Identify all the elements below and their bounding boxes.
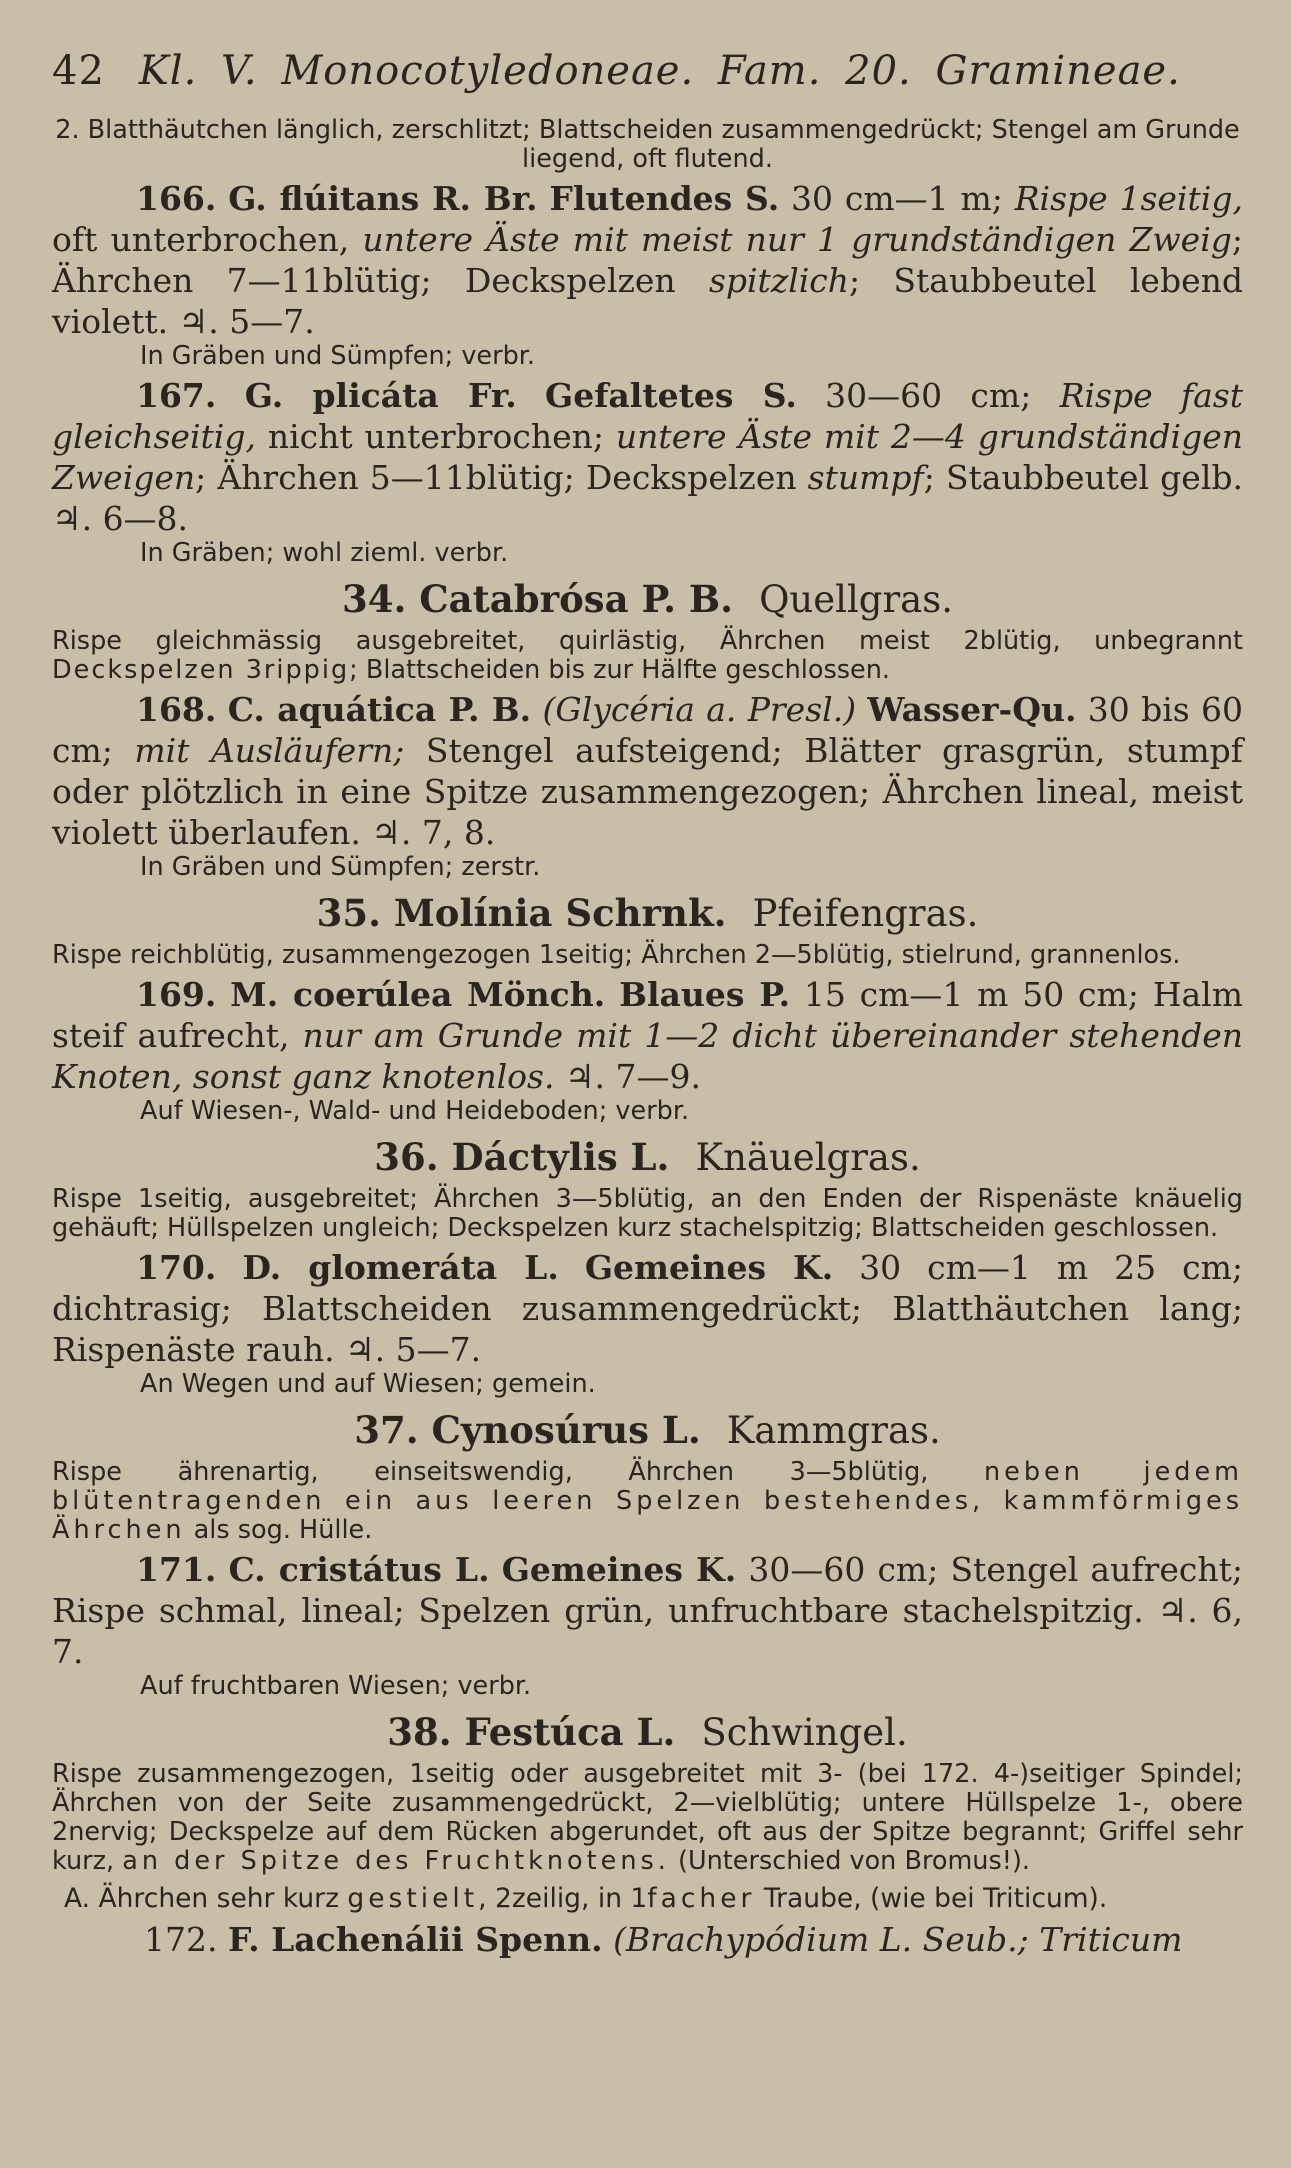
genus-description-36: Rispe 1seitig, ausgebreitet; Ährchen 3—5blütig, an den Enden der Rispenäste knäuelig gehäuft; Hüllspelzen ungleich; Deckspelzen kurz stachelspitzig; Blattscheiden geschlossen. xyxy=(52,1184,1243,1243)
habitat-169: Auf Wiesen-, Wald- und Heideboden; verbr. xyxy=(140,1096,690,1126)
species-entry-171: 171. C. cristátus L. Gemeines K. 30—60 cm; Stengel aufrecht; Rispe schmal, lineal; Spelzen grün, unfruchtbare stachelspitzig. ♃. 6, 7. xyxy=(52,1550,1243,1671)
species-entry-167: 167. G. plicáta Fr. Gefaltetes S. 30—60 cm; Rispe fast gleichseitig, nicht unterbrochen; untere Äste mit 2—4 grundständigen Zweigen; Ährchen 5—11blütig; Deckspelzen stumpf; Staubbeutel gelb. ♃. 6—8. xyxy=(52,376,1243,538)
genus-heading-34: 34. Catabrósa P. B. Quellgras. xyxy=(341,577,953,621)
common-name: Wasser-Qu. xyxy=(867,690,1077,729)
common-name: Gemeines K. xyxy=(501,1550,737,1589)
synonym: (Brachypódium L. Seub.; Triticum xyxy=(602,1920,1183,1959)
species-name: M. coerúlea Mönch. xyxy=(230,975,606,1014)
species-entry-166: 166. G. flúitans R. Br. Flutendes S. 30 cm—1 m; Rispe 1seitig, oft unterbrochen, untere Äste mit meist nur 1 grundständigen Zweig; Ährchen 7—11blütig; Deckspelzen spitzlich; Staubbeutel lebend violett. ♃. 5—7. xyxy=(52,179,1244,341)
species-entry-168: 168. C. aquática P. B. (Glycéria a. Presl.) Wasser-Qu. 30 bis 60 cm; mit Ausläufern; Stengel aufsteigend; Blätter grasgrün, stumpf oder plötzlich in eine Spitze zusammengezogen; Ährchen lineal, meist violett überlaufen. ♃. 7, 8. xyxy=(52,690,1243,852)
species-name: G. plicáta Fr. xyxy=(244,376,517,415)
habitat-171: Auf fruchtbaren Wiesen; verbr. xyxy=(140,1671,532,1701)
species-name: F. Lachenálii Spenn. xyxy=(227,1920,603,1959)
genus-heading-38: 38. Festúca L. Schwingel. xyxy=(387,1710,908,1754)
genus-heading-37: 37. Cynosúrus L. Kammgras. xyxy=(354,1408,941,1452)
species-name: C. aquática P. B. xyxy=(227,690,532,729)
common-name: Blaues P. xyxy=(619,975,791,1014)
page-number: 42 xyxy=(52,48,105,94)
common-name: Gefaltetes S. xyxy=(545,376,797,415)
habitat-166: In Gräben und Sümpfen; verbr. xyxy=(140,341,536,371)
species-entry-170: 170. D. glomeráta L. Gemeines K. 30 cm—1 m 25 cm; dichtrasig; Blattscheiden zusammengedrückt; Blatthäutchen lang; Rispenäste rauh. ♃. 5—7. xyxy=(52,1248,1243,1369)
genus-description-37: Rispe ährenartig, einseitswendig, Ährchen 3—5blütig, neben jedem blütentragenden ein aus leeren Spelzen bestehendes, kammförmiges Ährchen als sog. Hülle. xyxy=(52,1457,1243,1545)
synonym: (Glycéria a. Presl.) xyxy=(531,690,868,729)
species-name: D. glomeráta L. xyxy=(242,1248,559,1287)
intro-note: 2. Blatthäutchen länglich, zerschlitzt; Blattscheiden zusammengedrückt; Stengel am Grunde liegend, oft flutend. xyxy=(55,115,1240,174)
genus-heading-35: 35. Molínia Schrnk. Pfeifengras. xyxy=(316,891,979,935)
genus-description-38: Rispe zusammengezogen, 1seitig oder ausgebreitet mit 3- (bei 172. 4-)seitiger Spindel; Ährchen von der Seite zusammengedrückt, 2—vielblütig; untere Hüllspelze 1-, obere 2nervig; Deckspelze auf dem Rücken abgerundet, oft aus der Spitze begrannt; Griffel sehr kurz, an der Spitze des Fruchtknotens. (Unterschied von Bromus!). xyxy=(52,1759,1243,1876)
species-name: C. cristátus L. xyxy=(228,1550,490,1589)
running-title: Kl. V. Monocotyledoneae. Fam. 20. Gramineae. xyxy=(138,48,1181,94)
running-header xyxy=(52,48,1243,94)
habitat-168: In Gräben und Sümpfen; zerstr. xyxy=(140,852,541,882)
species-entry-172: 172. F. Lachenálii Spenn. (Brachypódium L. Seub.; Triticum xyxy=(144,1920,1183,1959)
habitat-167: In Gräben; wohl zieml. verbr. xyxy=(140,538,509,568)
common-name: Flutendes S. xyxy=(549,179,780,218)
species-name: G. flúitans R. Br. xyxy=(228,179,538,218)
habitat-170: An Wegen und auf Wiesen; gemein. xyxy=(140,1369,596,1399)
genus-description-34: Rispe gleichmässig ausgebreitet, quirlästig, Ährchen meist 2blütig, unbegrannt Deckspelzen 3rippig; Blattscheiden bis zur Hälfte geschlossen. xyxy=(52,626,1243,685)
common-name: Gemeines K. xyxy=(584,1248,834,1287)
species-entry-169: 169. M. coerúlea Mönch. Blaues P. 15 cm—1 m 50 cm; Halm steif aufrecht, nur am Grunde mit 1—2 dicht übereinander stehenden Knoten, sonst ganz knotenlos. ♃. 7—9. xyxy=(52,975,1244,1096)
genus-description-35: Rispe reichblütig, zusammengezogen 1seitig; Ährchen 2—5blütig, stielrund, grannenlos. xyxy=(52,940,1181,970)
genus-heading-36: 36. Dáctylis L. Knäuelgras. xyxy=(374,1135,921,1179)
section-a-key: A. Ährchen sehr kurz gestielt, 2zeilig, in 1facher Traube, (wie bei Triticum). xyxy=(64,1883,1108,1914)
